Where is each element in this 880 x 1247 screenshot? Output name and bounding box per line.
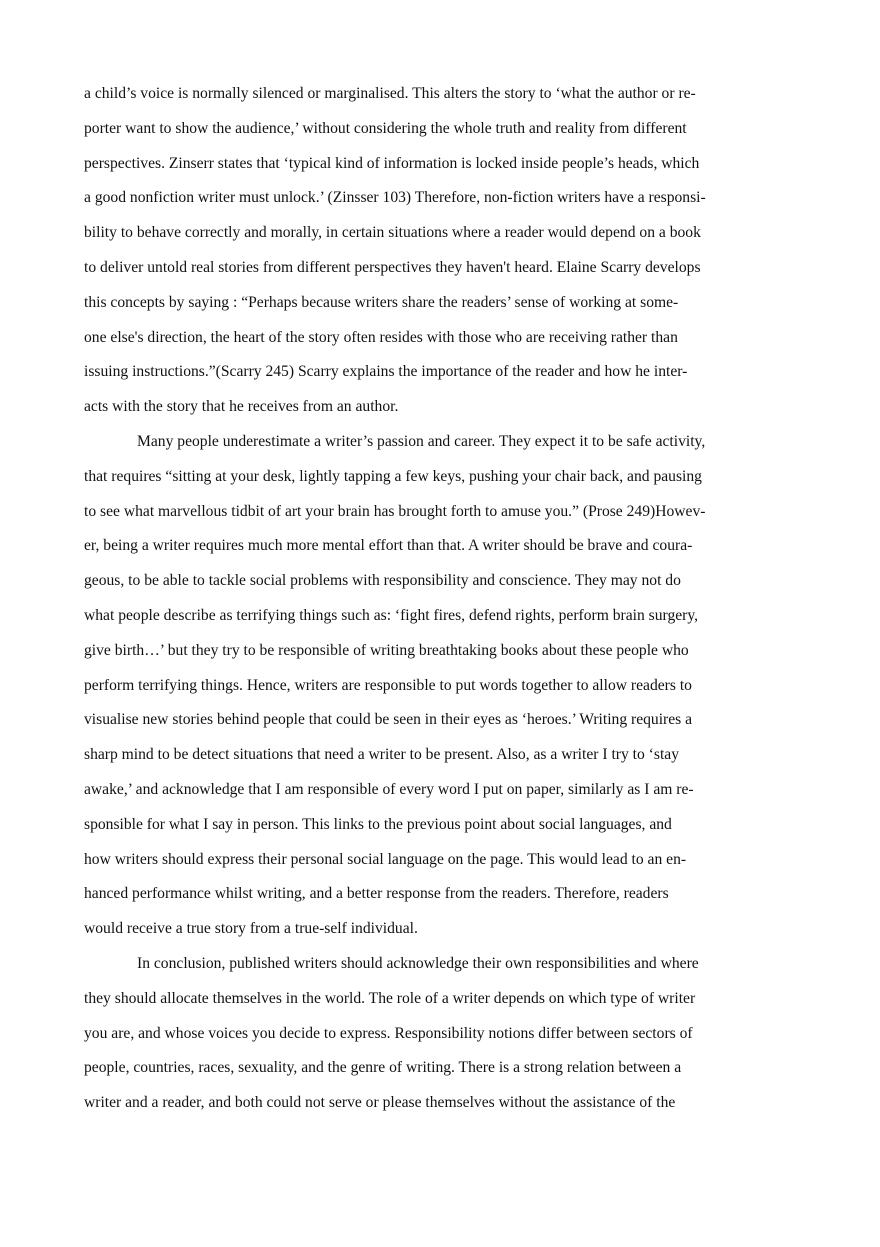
text-line: er, being a writer requires much more mental effort than that. A writer should be brave and coura- (84, 537, 693, 555)
text-line: to deliver untold real stories from different perspectives they haven't heard. Elaine Scarry develops (84, 258, 701, 276)
text-line: issuing instructions.”(Scarry 245) Scarry explains the importance of the reader and how he inter- (84, 363, 688, 381)
text-line: one else's direction, the heart of the story often resides with those who are receiving rather than (84, 328, 678, 346)
text-line: hanced performance whilst writing, and a better response from the readers. Therefore, readers (84, 885, 669, 903)
text-line: a child’s voice is normally silenced or marginalised. This alters the story to ‘what the author or re- (84, 85, 696, 102)
text-line: writer and a reader, and both could not serve or please themselves without the assistance of the (84, 1094, 676, 1112)
text-line: you are, and whose voices you decide to express. Responsibility notions differ between sectors of (84, 1024, 693, 1042)
text-line: would receive a true story from a true-self individual. (84, 920, 418, 938)
text-line: acts with the story that he receives from an author. (84, 398, 399, 416)
paragraph-first-line: In conclusion, published writers should acknowledge their own responsibilities and where (137, 954, 699, 972)
text-line: a good nonfiction writer must unlock.’ (Zinsser 103) Therefore, non-fiction writers have a responsi- (84, 189, 706, 207)
text-line: they should allocate themselves in the world. The role of a writer depends on which type of writer (84, 989, 696, 1007)
text-line: what people describe as terrifying things such as: ‘fight fires, defend rights, perform brain surgery, (84, 606, 699, 624)
text-line: people, countries, races, sexuality, and the genre of writing. There is a strong relation between a (84, 1059, 682, 1077)
text-line: porter want to show the audience,’ without considering the whole truth and reality from different (84, 119, 687, 137)
text-line: visualise new stories behind people that could be seen in their eyes as ‘heroes.’ Writing requires a (84, 711, 693, 729)
text-line: geous, to be able to tackle social problems with responsibility and conscience. They may not do (84, 572, 681, 590)
text-line: perspectives. Zinserr states that ‘typical kind of information is locked inside people’s heads, which (84, 154, 700, 172)
text-line: that requires “sitting at your desk, lightly tapping a few keys, pushing your chair back, and pausing (84, 467, 702, 485)
text-line: to see what marvellous tidbit of art your brain has brought forth to amuse you.” (Prose 249)Howev- (84, 502, 706, 520)
text-line: this concepts by saying : “Perhaps because writers share the readers’ sense of working at some- (84, 293, 679, 311)
text-line: how writers should express their personal social language on the page. This would lead to an en- (84, 850, 687, 868)
text-line: perform terrifying things. Hence, writers are responsible to put words together to allow readers to (84, 676, 692, 694)
text-line: bility to behave correctly and morally, in certain situations where a reader would depend on a book (84, 224, 701, 242)
body-text (84, 82, 804, 1126)
paragraph-first-line: Many people underestimate a writer’s passion and career. They expect it to be safe activity, (137, 432, 706, 450)
text-line: awake,’ and acknowledge that I am responsible of every word I put on paper, similarly as I am re- (84, 780, 694, 798)
text-line: sharp mind to be detect situations that need a writer to be present. Also, as a writer I try to ‘stay (84, 746, 679, 764)
text-line: give birth…’ but they try to be responsible of writing breathtaking books about these people who (84, 641, 689, 659)
text-line: sponsible for what I say in person. This links to the previous point about social languages, and (84, 815, 672, 833)
